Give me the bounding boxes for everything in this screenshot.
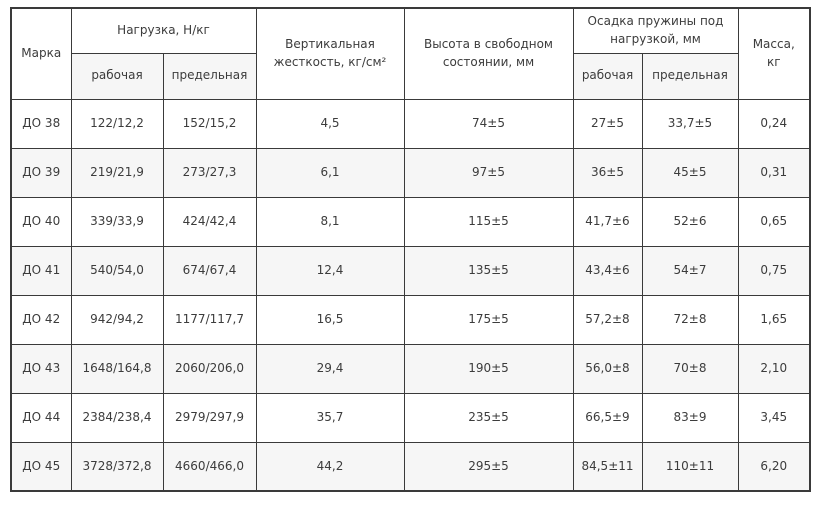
data-cell: 152/15,2: [163, 99, 256, 148]
row-mark-cell: ДО 41: [11, 246, 71, 295]
table-row: [11, 99, 810, 148]
data-cell: 3,45: [738, 393, 810, 442]
data-cell: 36±5: [573, 148, 642, 197]
table-header: [11, 8, 810, 99]
data-cell: 12,4: [256, 246, 404, 295]
data-cell: 35,7: [256, 393, 404, 442]
data-cell: 122/12,2: [71, 99, 163, 148]
data-cell: 110±11: [642, 442, 738, 491]
table-row: [11, 344, 810, 393]
header-stiffness: Вертикальная жесткость, кг/см²: [256, 8, 404, 99]
data-cell: 135±5: [404, 246, 573, 295]
data-cell: 2060/206,0: [163, 344, 256, 393]
data-cell: 54±7: [642, 246, 738, 295]
header-mass: Масса, кг: [738, 8, 810, 99]
data-cell: 540/54,0: [71, 246, 163, 295]
data-cell: 29,4: [256, 344, 404, 393]
data-cell: 52±6: [642, 197, 738, 246]
row-mark-cell: ДО 44: [11, 393, 71, 442]
header-load-group: Нагрузка, Н/кг: [71, 8, 256, 53]
header-free-height: Высота в свободном состоянии, мм: [404, 8, 573, 99]
data-cell: 56,0±8: [573, 344, 642, 393]
table-body: [11, 99, 810, 491]
spring-spec-table-container: [10, 7, 811, 492]
table-row: [11, 197, 810, 246]
data-cell: 424/42,4: [163, 197, 256, 246]
data-cell: 942/94,2: [71, 295, 163, 344]
data-cell: 74±5: [404, 99, 573, 148]
header-load-working: рабочая: [71, 53, 163, 99]
data-cell: 66,5±9: [573, 393, 642, 442]
data-cell: 0,31: [738, 148, 810, 197]
header-group-row: [11, 8, 810, 53]
data-cell: 44,2: [256, 442, 404, 491]
data-cell: 674/67,4: [163, 246, 256, 295]
data-cell: 43,4±6: [573, 246, 642, 295]
data-cell: 1,65: [738, 295, 810, 344]
data-cell: 0,65: [738, 197, 810, 246]
row-mark-cell: ДО 40: [11, 197, 71, 246]
header-deflection-working: рабочая: [573, 53, 642, 99]
row-mark-cell: ДО 38: [11, 99, 71, 148]
data-cell: 235±5: [404, 393, 573, 442]
row-mark-cell: ДО 43: [11, 344, 71, 393]
data-cell: 4660/466,0: [163, 442, 256, 491]
data-cell: 84,5±11: [573, 442, 642, 491]
header-load-limit: предельная: [163, 53, 256, 99]
data-cell: 2979/297,9: [163, 393, 256, 442]
data-cell: 57,2±8: [573, 295, 642, 344]
data-cell: 1177/117,7: [163, 295, 256, 344]
row-mark-cell: ДО 39: [11, 148, 71, 197]
table-row: [11, 246, 810, 295]
table-row: [11, 442, 810, 491]
data-cell: 33,7±5: [642, 99, 738, 148]
data-cell: 83±9: [642, 393, 738, 442]
data-cell: 0,24: [738, 99, 810, 148]
data-cell: 27±5: [573, 99, 642, 148]
data-cell: 8,1: [256, 197, 404, 246]
data-cell: 0,75: [738, 246, 810, 295]
data-cell: 41,7±6: [573, 197, 642, 246]
header-marka: Марка: [11, 8, 71, 99]
header-deflection-limit: предельная: [642, 53, 738, 99]
data-cell: 175±5: [404, 295, 573, 344]
data-cell: 3728/372,8: [71, 442, 163, 491]
table-row: [11, 148, 810, 197]
row-mark-cell: ДО 42: [11, 295, 71, 344]
data-cell: 1648/164,8: [71, 344, 163, 393]
table-row: [11, 393, 810, 442]
data-cell: 4,5: [256, 99, 404, 148]
data-cell: 115±5: [404, 197, 573, 246]
data-cell: 295±5: [404, 442, 573, 491]
data-cell: 339/33,9: [71, 197, 163, 246]
row-mark-cell: ДО 45: [11, 442, 71, 491]
data-cell: 6,1: [256, 148, 404, 197]
header-deflection-group: Осадка пружины под нагрузкой, мм: [573, 8, 738, 53]
data-cell: 273/27,3: [163, 148, 256, 197]
data-cell: 97±5: [404, 148, 573, 197]
data-cell: 190±5: [404, 344, 573, 393]
data-cell: 2384/238,4: [71, 393, 163, 442]
table-row: [11, 295, 810, 344]
spring-spec-table: [10, 7, 811, 492]
data-cell: 45±5: [642, 148, 738, 197]
data-cell: 72±8: [642, 295, 738, 344]
data-cell: 219/21,9: [71, 148, 163, 197]
data-cell: 2,10: [738, 344, 810, 393]
data-cell: 70±8: [642, 344, 738, 393]
data-cell: 16,5: [256, 295, 404, 344]
data-cell: 6,20: [738, 442, 810, 491]
